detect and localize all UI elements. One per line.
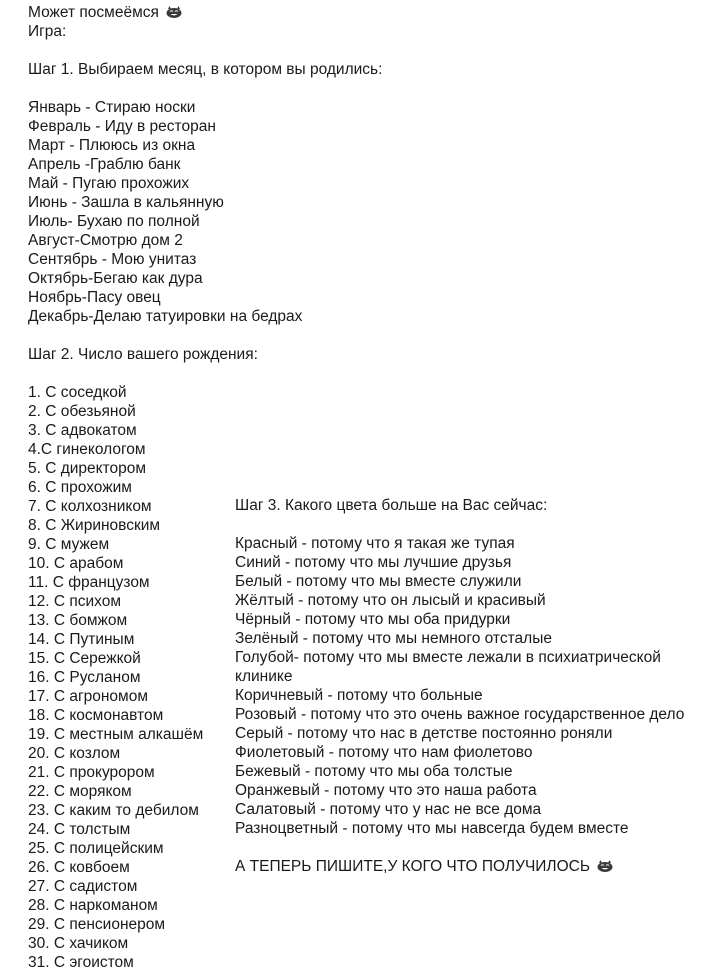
step2-title: Шаг 2. Число вашего рождения: [28,346,258,363]
list-item: 11. С французом [28,574,150,591]
intro-line-1 [28,3,448,22]
list-item: 24. С толстым [28,821,131,838]
list-item: 29. С пенсионером [28,916,166,933]
list-item: Апрель -Граблю банк [28,156,181,173]
list-item: 12. С психом [28,593,122,610]
list-item: Бежевый - потому что мы оба толстые [235,763,513,780]
spacer [28,326,448,345]
list-item: 31. С эгоистом [28,954,134,971]
list-item: 23. С каким то дебилом [28,802,199,819]
list-item: Сентябрь - Мою унитаз [28,251,197,268]
list-item: 1. С соседкой [28,384,127,401]
list-item: Июнь - Зашла в кальянную [28,194,224,211]
spacer [235,838,715,857]
list-item: 15. С Сережкой [28,650,141,667]
list-item: 3. С адвокатом [28,422,137,439]
list-item: Салатовый - потому что у нас не все дома [235,801,542,818]
list-item: 21. С прокурором [28,764,155,781]
list-item: Август-Смотрю дом 2 [28,232,183,249]
list-item: Зелёный - потому что мы немного отсталые [235,630,552,647]
list-item: Розовый - потому что это очень важное государственное дело [235,706,685,723]
list-item: Оранжевый - потому что это наша работа [235,782,537,799]
list-item: Голубой- потому что мы вместе лежали в психиатрической клинике [235,649,661,685]
list-item: Март - Плююсь из окна [28,137,196,154]
list-item: 14. С Путиным [28,631,135,648]
step3-title: Шаг 3. Какого цвета больше на Вас сейчас: [235,497,548,514]
step3-list [235,534,715,838]
list-item: Май - Пугаю прохожих [28,175,190,192]
list-item: 2. С обезьяной [28,403,136,420]
spacer [235,515,715,534]
list-item: 27. С садистом [28,878,138,895]
list-item: 22. С моряком [28,783,132,800]
closing-line [235,857,715,876]
list-item: 4.С гинекологом [28,441,146,458]
list-item: Февраль - Иду в ресторан [28,118,216,135]
list-item: 8. С Жириновским [28,517,161,534]
intro-text: Может посмеёмся [28,4,159,21]
list-item: Коричневый - потому что больные [235,687,483,704]
intro-line-2: Игра: [28,23,67,40]
step1-list [28,98,448,326]
list-item: 18. С космонавтом [28,707,164,724]
list-item: 25. С полицейским [28,840,164,857]
spacer [28,364,448,383]
list-item: Январь - Стираю носки [28,99,196,116]
list-item: 10. С арабом [28,555,124,572]
spacer [28,79,448,98]
laughing-face-icon [596,859,614,872]
right-column [235,496,715,876]
list-item: Красный - потому что я такая же тупая [235,535,515,552]
list-item: 13. С бомжом [28,612,128,629]
list-item: Октябрь-Бегаю как дура [28,270,203,287]
list-item: Синий - потому что мы лучшие друзья [235,554,512,571]
list-item: Фиолетовый - потому что нам фиолетово [235,744,533,761]
spacer [28,41,448,60]
list-item: Разноцветный - потому что мы навсегда будем вместе [235,820,629,837]
list-item: Жёлтый - потому что он лысый и красивый [235,592,546,609]
list-item: 6. С прохожим [28,479,132,496]
list-item: 30. С хачиком [28,935,129,952]
list-item: 19. С местным алкашём [28,726,204,743]
list-item: 16. С Русланом [28,669,141,686]
list-item: Декабрь-Делаю татуировки на бедрах [28,308,303,325]
laughing-face-icon [165,5,183,18]
list-item: 17. С агрономом [28,688,148,705]
list-item: 7. С колхозником [28,498,152,515]
closing-text: А ТЕПЕРЬ ПИШИТЕ,У КОГО ЧТО ПОЛУЧИЛОСЬ [235,858,591,875]
list-item: Серый - потому что нас в детстве постоянно роняли [235,725,613,742]
list-item: 5. С директором [28,460,147,477]
step1-title: Шаг 1. Выбираем месяц, в котором вы родились: [28,61,383,78]
list-item: 20. С козлом [28,745,121,762]
list-item: Чёрный - потому что мы оба придурки [235,611,511,628]
list-item: 28. С наркоманом [28,897,158,914]
list-item: Ноябрь-Пасу овец [28,289,161,306]
list-item: 9. С мужем [28,536,110,553]
list-item: Белый - потому что мы вместе служили [235,573,522,590]
list-item: Июль- Бухаю по полной [28,213,200,230]
list-item: 26. С ковбоем [28,859,130,876]
